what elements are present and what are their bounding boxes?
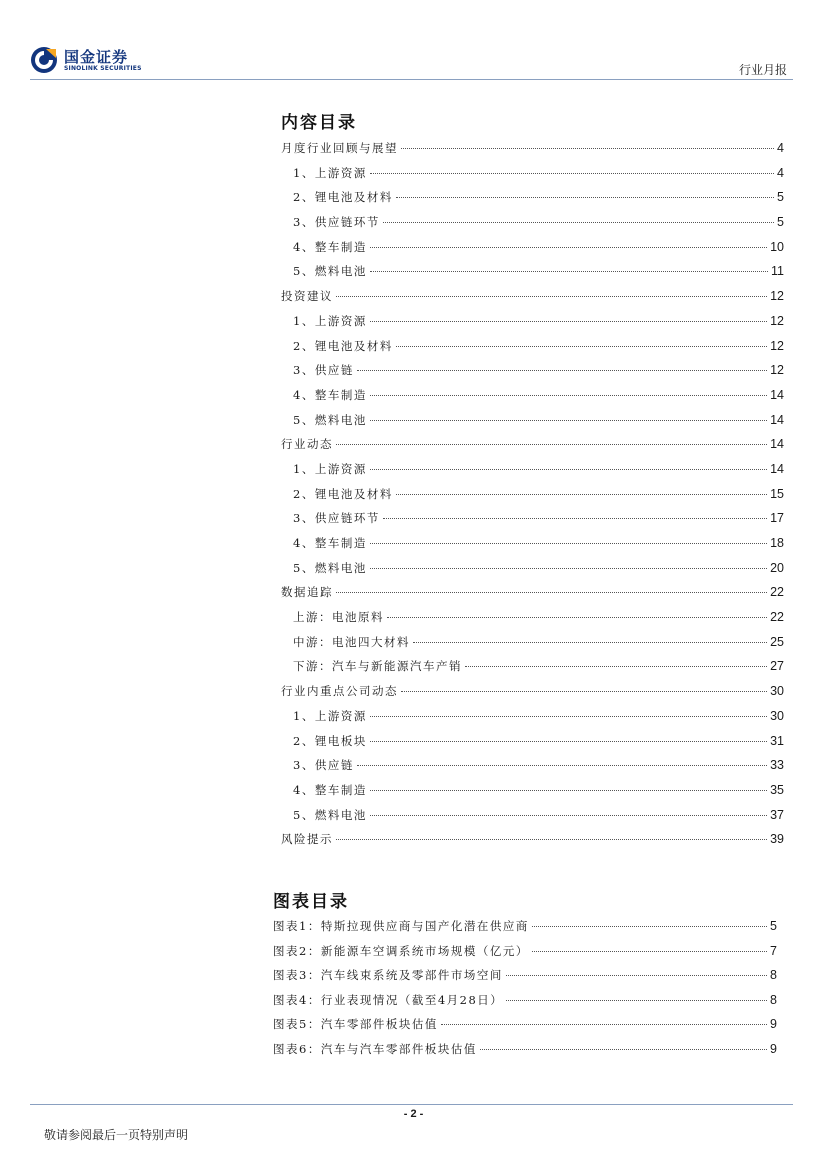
toc-entry[interactable] [281,708,784,733]
toc-entry-page: 20 [770,560,784,575]
toc-entry-page: 14 [770,387,784,402]
logo-mark-icon [30,46,58,74]
toc-entry-page: 4 [777,165,784,180]
toc-entry-page: 14 [770,437,784,452]
toc-entry-label: 3、供应链环节 [293,215,380,230]
toc-entry-label: 下游：汽车与新能源汽车产销 [293,659,462,674]
figure-entry-page: 8 [770,992,777,1007]
toc-entry-page: 18 [770,536,784,550]
logo-chinese-text: 国金证券 [64,48,129,66]
toc-entry-label: 风险提示 [281,832,333,847]
toc-entry-page: 35 [770,782,784,797]
toc-entry-label: 3、供应链环节 [293,511,380,526]
toc-entry-label: 5、燃料电池 [293,560,367,575]
toc-entry[interactable] [281,560,784,585]
toc-entry-page: 12 [770,338,784,353]
footer-disclaimer: 敬请参阅最后一页特别声明 [44,1128,189,1142]
toc-entry[interactable] [281,387,784,412]
dot-leader [336,444,767,445]
toc-entry-label: 月度行业回顾与展望 [281,141,398,155]
toc-entry[interactable] [281,733,784,758]
dot-leader [357,765,767,766]
dot-leader [336,296,767,297]
dot-leader [383,518,767,519]
dot-leader [396,197,774,198]
toc-entry-page: 30 [770,684,784,699]
logo-english-text: SINOLINK SECURITIES [64,65,142,72]
toc-entry-label: 行业内重点公司动态 [281,684,398,699]
toc-entry-page: 12 [770,289,784,304]
toc-entry-label: 4、整车制造 [293,536,367,550]
toc-entry-label: 上游：电池原料 [293,610,384,625]
dot-leader [370,790,767,791]
toc-entry-label: 5、燃料电池 [293,264,367,279]
dot-leader [441,1024,767,1025]
figure-entry-page: 8 [770,968,777,983]
toc-entry-page: 39 [770,832,784,847]
toc-entry-page: 14 [770,412,784,427]
figure-entry-label: 图表1：特斯拉现供应商与国产化潜在供应商 [273,919,529,933]
toc-entry[interactable] [281,584,784,609]
dot-leader [396,494,767,495]
figure-entry[interactable] [273,992,777,1017]
dot-leader [370,247,767,248]
toc-entry-page: 31 [770,733,784,748]
figure-entry-page: 9 [770,1017,777,1032]
toc-entry-label: 4、整车制造 [293,782,367,797]
toc-entry[interactable] [281,782,784,807]
toc-entry[interactable] [281,535,784,560]
figure-entry[interactable] [273,1041,777,1066]
toc-entry-page: 15 [770,486,784,501]
toc-entry-label: 2、锂电池及材料 [293,486,393,501]
figures-title: 图表目录 [273,892,349,912]
figure-entry-page: 7 [770,943,777,958]
toc-entry-label: 中游：电池四大材料 [293,634,410,649]
toc-entry[interactable] [281,634,784,659]
toc-entry-label: 数据追踪 [281,585,333,600]
list-of-figures [273,918,777,1066]
toc-entry-label: 1、上游资源 [293,461,367,476]
dot-leader [413,642,767,643]
dot-leader [370,173,774,174]
figure-entry-label: 图表4：行业表现情况（截至4月28日） [273,992,504,1007]
toc-entry[interactable] [281,263,784,288]
toc-entry-label: 3、供应链 [293,363,354,378]
dot-leader [370,741,767,742]
toc-entry[interactable] [281,288,784,313]
toc-entry-label: 投资建议 [281,289,333,304]
toc-entry-label: 4、整车制造 [293,239,367,254]
dot-leader [532,926,767,927]
toc-entry[interactable] [281,831,784,856]
toc-entry[interactable] [281,461,784,486]
figure-entry-page: 9 [770,1041,777,1056]
dot-leader [401,148,774,149]
figure-entry[interactable] [273,943,777,968]
toc-entry-page: 14 [770,461,784,476]
dot-leader [370,568,767,569]
toc-entry-label: 行业动态 [281,437,333,452]
page-number: - 2 - [403,1108,424,1120]
dot-leader [396,346,767,347]
figure-entry-page: 5 [770,919,777,933]
toc-entry-label: 2、锂电池及材料 [293,338,393,353]
toc-entry[interactable] [281,436,784,461]
figure-entry[interactable] [273,918,777,943]
dot-leader [480,1049,767,1050]
dot-leader [387,617,767,618]
toc-entry-page: 33 [770,758,784,773]
toc-entry[interactable] [281,239,784,264]
toc-entry-page: 10 [770,239,784,254]
header-divider [30,79,793,80]
toc-entry[interactable] [281,214,784,239]
toc-title: 内容目录 [281,113,357,133]
toc-entry-page: 12 [770,363,784,378]
dot-leader [336,839,767,840]
toc-entry-page: 17 [770,511,784,526]
toc-entry-label: 5、燃料电池 [293,412,367,427]
toc-entry[interactable] [281,609,784,634]
dot-leader [370,543,767,544]
dot-leader [370,271,768,272]
dot-leader [506,975,767,976]
toc-entry[interactable] [281,757,784,782]
toc-entry-label: 4、整车制造 [293,387,367,402]
toc-entry[interactable] [281,658,784,683]
dot-leader [370,469,767,470]
figure-entry-label: 图表5：汽车零部件板块估值 [273,1017,438,1032]
toc-entry-page: 5 [777,190,784,205]
toc-entry[interactable] [281,189,784,214]
dot-leader [370,815,767,816]
dot-leader [370,716,767,717]
dot-leader [506,1000,767,1001]
toc-entry-page: 30 [770,708,784,723]
dot-leader [357,370,767,371]
toc-entry-page: 37 [770,807,784,822]
toc-entry-page: 22 [770,610,784,625]
toc-entry-page: 25 [770,634,784,649]
company-logo [30,46,160,76]
figure-entry[interactable] [273,1016,777,1041]
toc-entry[interactable] [281,807,784,832]
toc-entry-label: 1、上游资源 [293,313,367,328]
toc-entry-label: 3、供应链 [293,758,354,773]
table-of-contents [281,140,784,856]
footer-divider [30,1104,793,1105]
toc-entry-page: 4 [777,141,784,155]
toc-entry-label: 1、上游资源 [293,165,367,180]
dot-leader [336,592,767,593]
dot-leader [465,666,767,667]
figure-entry-label: 图表3：汽车线束系统及零部件市场空间 [273,968,503,983]
dot-leader [370,420,767,421]
toc-entry-label: 5、燃料电池 [293,807,367,822]
toc-entry[interactable] [281,510,784,535]
dot-leader [370,321,767,322]
toc-entry-page: 5 [777,215,784,230]
toc-entry[interactable] [281,165,784,190]
toc-entry-page: 11 [771,264,784,279]
figure-entry-label: 图表2：新能源车空调系统市场规模（亿元） [273,943,529,958]
toc-entry-page: 27 [770,659,784,674]
figure-entry[interactable] [273,967,777,992]
toc-entry[interactable] [281,338,784,363]
dot-leader [532,951,767,952]
toc-entry-label: 2、锂电板块 [293,733,367,748]
toc-entry[interactable] [281,683,784,708]
toc-entry-page: 22 [770,585,784,600]
toc-entry-page: 12 [770,313,784,328]
toc-entry[interactable] [281,362,784,387]
toc-entry-label: 1、上游资源 [293,708,367,723]
toc-entry[interactable] [281,140,784,165]
dot-leader [370,395,767,396]
report-type-label: 行业月报 [738,63,787,77]
figure-entry-label: 图表6：汽车与汽车零部件板块估值 [273,1041,477,1056]
dot-leader [383,222,774,223]
toc-entry-label: 2、锂电池及材料 [293,190,393,205]
page-header [0,0,827,80]
dot-leader [401,691,767,692]
toc-entry[interactable] [281,412,784,437]
toc-entry[interactable] [281,313,784,338]
toc-entry[interactable] [281,486,784,511]
